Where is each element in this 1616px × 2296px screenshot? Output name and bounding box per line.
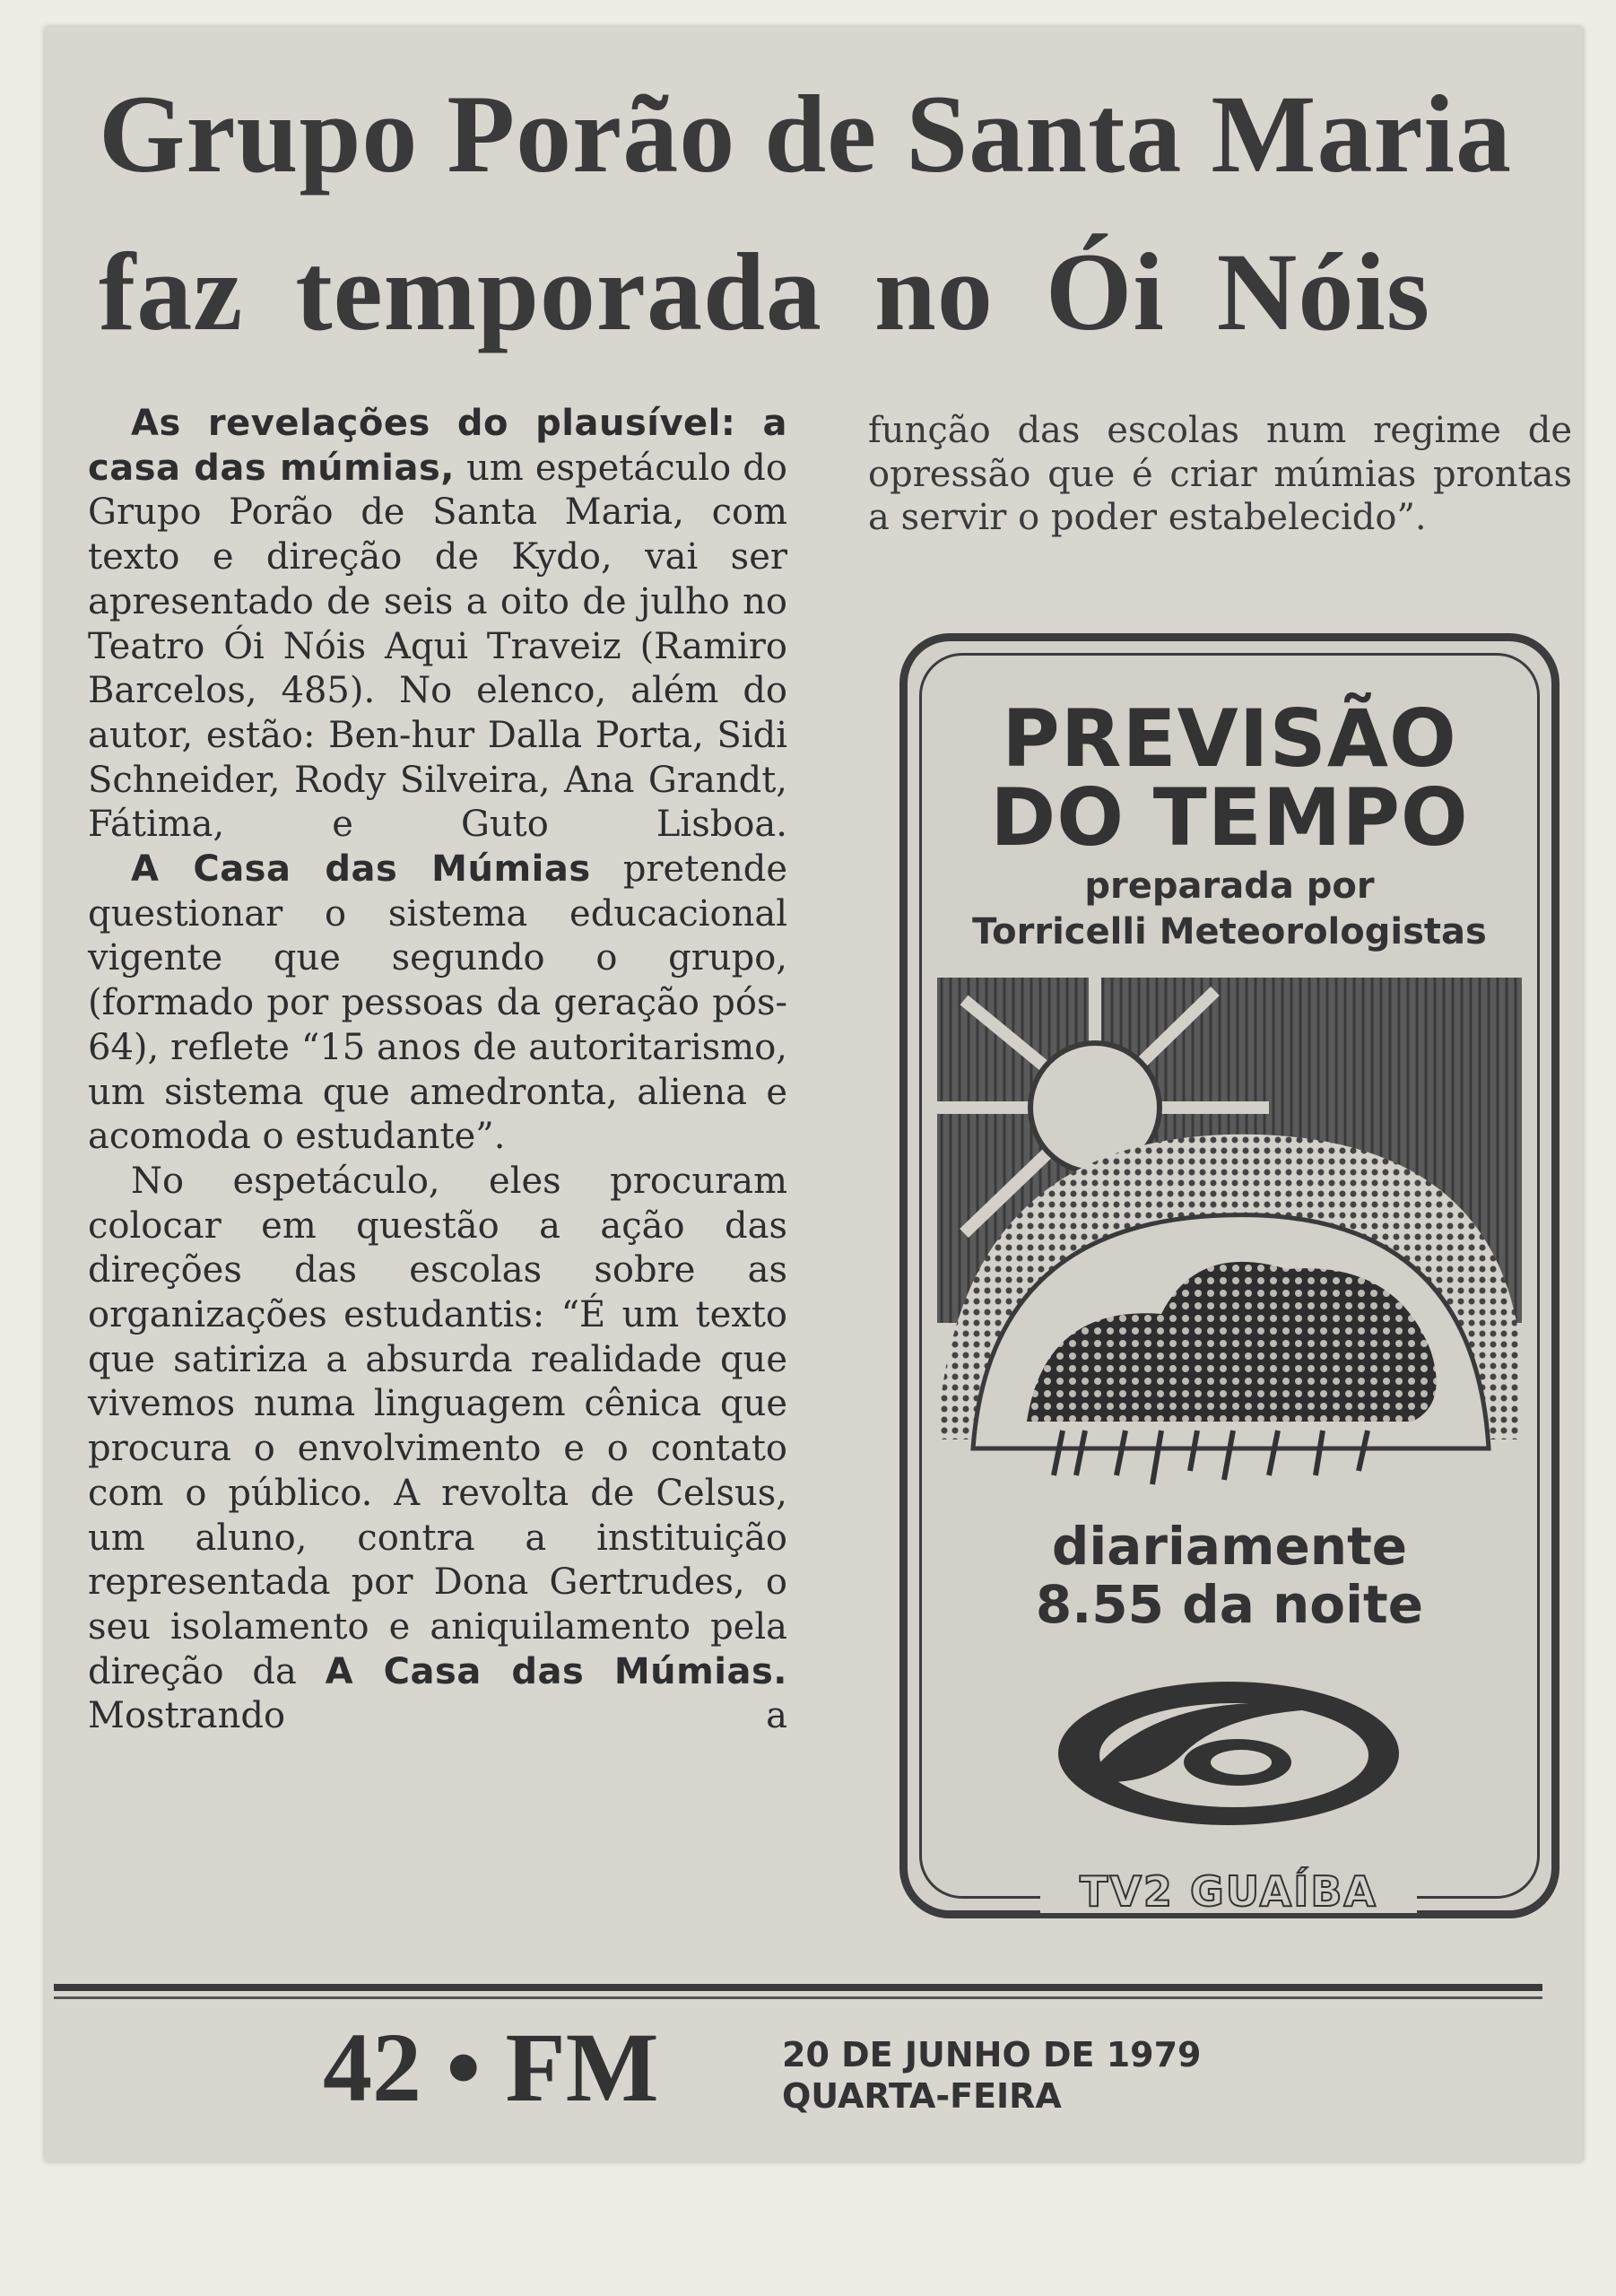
article-text-1: um espetáculo do Grupo Porão de Santa Maria, com texto e direção de Kydo, vai ser apresentado de seis a oito de julho no Teatro Ói Nóis Aqui Traveiz (Ramiro Barcelos, 485). No elenco, além do autor, estão: Ben-hur Dalla Porta, Sidi Schneider, Rody Silveira, Ana Grandt, Fátima, e Guto Lisboa. — [88, 447, 787, 846]
ad-title-line-2: DO TEMPO — [990, 771, 1469, 864]
article-paragraph-3 — [88, 1160, 787, 1739]
issue-date-line: 20 DE JUNHO DE 1979 — [782, 2035, 1202, 2074]
page-number: 42 • FM — [323, 2013, 659, 2122]
article-lead-1: As revelações do plausível: a casa das múmias, — [88, 403, 787, 489]
headline-line-2: faz temporada no Ói Nóis — [99, 230, 1431, 353]
ad-schedule-line-2: 8.55 da noite — [1035, 1574, 1424, 1635]
issue-weekday: QUARTA-FEIRA — [782, 2076, 1062, 2116]
ad-title-line-1: PREVISÃO — [1002, 692, 1457, 785]
article-right-column — [868, 409, 1572, 540]
ad-subtitle-line-1: preparada por — [1084, 865, 1375, 907]
weather-illustration — [928, 973, 1531, 1511]
ad-brand-text: TV2 GUAÍBA — [1040, 1870, 1417, 1913]
ad-subtitle-line-2: Torricelli Meteorologistas — [972, 911, 1487, 952]
article-left-column — [88, 402, 787, 1739]
ad-schedule-line-1: diariamente — [1051, 1516, 1408, 1577]
article-text-2: pretende questionar o sistema educacional vigente que segundo o grupo, (formado por pessoas da geração pós-64), reflete “15 anos de autoritarismo, um sistema que amedronta, aliena e acomoda o estudante”. — [88, 848, 787, 1158]
article-lead-2: A Casa das Múmias — [131, 848, 591, 891]
tv-channel-logo-icon — [1049, 1673, 1408, 1834]
article-text-3: No espetáculo, eles procuram colocar em questão a ação das direções das escolas sobre as organizações estudantis: “É um texto que satiriza a absurda realidade que vivemos numa linguagem cênica que procura o envolvimento e o contato com o público. A revolta de Celsus, um aluno, contra a instituição representada por Dona Gertrudes, o seu isolamento e aniquilamento pela direção da — [88, 1160, 787, 1692]
article-bold-3: A Casa das Múmias. — [325, 1650, 787, 1692]
article-paragraph-1 — [88, 402, 787, 848]
article-paragraph-2 — [88, 848, 787, 1160]
footer-rule-thin — [54, 1996, 1542, 1999]
footer-rule — [54, 1984, 1542, 1991]
issue-date — [782, 2034, 1201, 2117]
article-continuation: função das escolas num regime de opressão que é criar múmias prontas a servir o poder estabelecido”. — [868, 410, 1572, 538]
headline-line-1: Grupo Porão de Santa Maria — [99, 73, 1512, 196]
article-end-3: Mostrando a — [88, 1695, 787, 1737]
